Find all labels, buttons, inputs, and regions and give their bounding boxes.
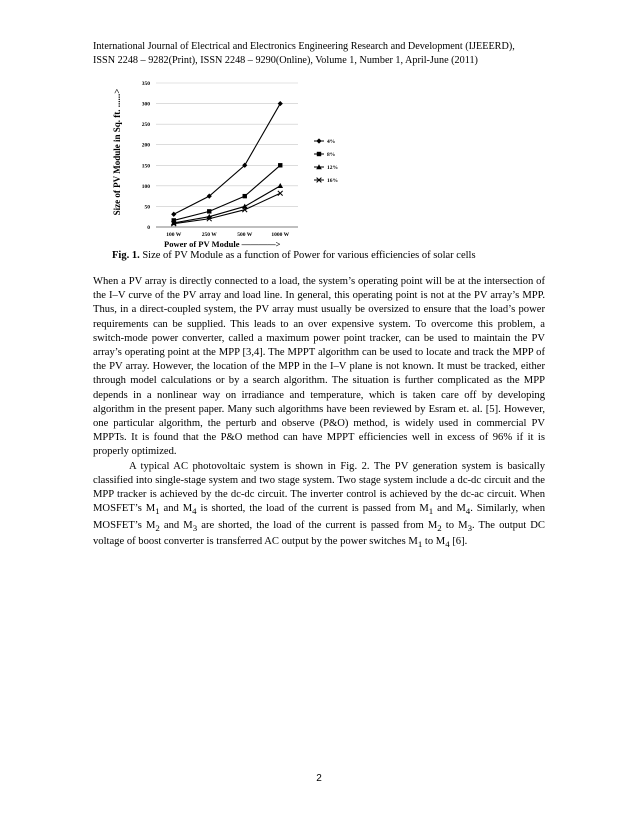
figure-label: Fig. 1. <box>112 250 140 261</box>
data-point <box>171 212 176 217</box>
y-tick-label: 0 <box>147 225 150 231</box>
y-tick-label: 350 <box>141 81 150 87</box>
body-text <box>93 275 545 551</box>
legend-label: 12% <box>327 165 338 171</box>
x-tick-label: 100 W <box>166 232 182 238</box>
y-tick-label: 150 <box>141 163 150 170</box>
data-point <box>278 101 283 106</box>
series-line <box>174 165 281 220</box>
series-line <box>174 193 281 223</box>
y-tick-label: 250 <box>141 122 150 129</box>
data-point <box>278 163 282 167</box>
legend-label: 4% <box>327 139 336 145</box>
data-point <box>243 194 247 198</box>
pv-module-size-chart <box>108 76 378 248</box>
paragraph-1: When a PV array is directly connected to a load, the system’s operating point will be at the intersection of the I–V curve of the PV array and load line. In general, this operating point is not at the PV array’s MPP. Thus, in a direct-coupled system, the PV array must usually be oversized to ensure that the load’s power requirements can be supplied. This leads to an over expensive system. To overcome this problem, a switch-mode power converter, called a maximum power point tracker, can be used to maintain the PV array’s operating point at the MPP [3,4]. The MPPT algorithm can be used to locate and track the MPP of the PV array. However, the location of the MPP in the I–V plane is not known. It must be tracked, either through model calculations or by a search algorithm. The situation is further complicated as the MPP depends in a nonlinear way on irradiance and temperature, which is taken care off by developing algorithm in the present paper. Many such algorithms have been reviewed by Esram et. al. [5]. However, one particular algorithm, the perturb and observe (P&O) method, is widely used in commercial PV MPPTs. It is found that the P&O method can have MPPT efficiencies well in excess of 96% if it is properly optimized. <box>93 276 545 458</box>
y-tick-label: 100 <box>141 183 150 190</box>
y-tick-label: 200 <box>141 142 150 149</box>
legend-label: 16% <box>327 178 338 184</box>
data-point <box>207 209 211 213</box>
chart-x-axis-label: Power of PV Module ————> <box>164 239 281 248</box>
page-number: 2 <box>316 773 322 784</box>
x-tick-label: 500 W <box>237 232 253 238</box>
journal-header <box>93 40 553 67</box>
header-line-2: ISSN 2248 – 9282(Print), ISSN 2248 – 9290(Online), Volume 1, Number 1, April-June (2011) <box>93 54 478 66</box>
data-point <box>278 191 283 196</box>
chart-y-axis-label: Size of PV Module in Sq. ft. ......> <box>112 88 122 216</box>
legend-marker <box>317 152 321 156</box>
y-tick-label: 50 <box>144 204 150 211</box>
x-tick-label: 250 W <box>201 232 217 238</box>
x-tick-label: 1000 W <box>271 232 290 238</box>
header-line-1: International Journal of Electrical and Electronics Engineering Research and Development (IJEEERD), <box>93 41 515 52</box>
series-line <box>174 104 281 215</box>
figure-caption-text: Size of PV Module as a function of Power for various efficiencies of solar cells <box>139 250 476 261</box>
series-line <box>174 186 281 223</box>
figure-caption <box>112 250 592 261</box>
legend-marker <box>316 138 321 143</box>
paragraph-2: A typical AC photovoltaic system is shown in Fig. 2. The PV generation system is basically classified into single-stage system and two stage system. Two stage system include a dc-dc circuit and the MPP tracker is achieved by the dc-dc circuit. The inverter control is achieved by the dc-ac circuit. When MOSFET’s $M_1$ and $M_4$ is shorted, the load of the current is passed from $M_1$ and $M_4$. Similarly, when MOSFET’s $M_2$ and $M_3$ are shorted, the load of the current is passed from $M_2$ to $M_3$. The output DC voltage of boost converter is transferred AC output by the power switches $M_1$ to $M_4$ [6]. <box>93 460 545 549</box>
y-tick-label: 300 <box>141 101 150 108</box>
legend-label: 8% <box>327 152 336 158</box>
